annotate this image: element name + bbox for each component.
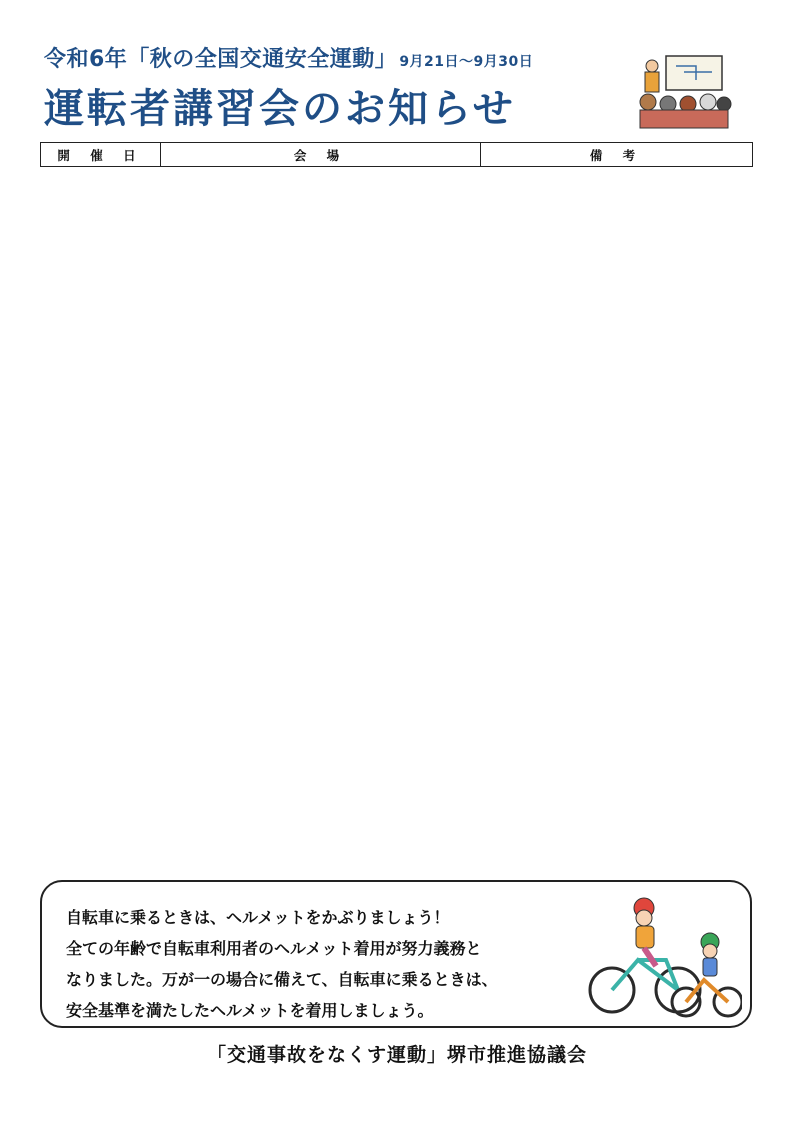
page-title: 運転者講習会のお知らせ <box>44 86 516 132</box>
campaign-name: 令和6年「秋の全国交通安全運動」 <box>44 47 398 72</box>
campaign-dates: 9月21日～9月30日 <box>399 54 534 70</box>
helmet-text <box>66 902 498 1026</box>
cyclists-illustration <box>582 890 742 1020</box>
helmet-line: 全ての年齢で自転車利用者のヘルメット着用が努力義務と <box>66 939 482 958</box>
helmet-line: 安全基準を満たしたヘルメットを着用しましょう。 <box>66 1001 434 1020</box>
header-notes: 備 考 <box>481 143 753 167</box>
lecture-illustration <box>636 52 732 130</box>
helmet-notice <box>40 880 752 1028</box>
schedule-table <box>40 142 753 167</box>
header <box>44 42 644 134</box>
header-subtitle <box>44 42 644 73</box>
organizer: 「交通事故をなくす運動」堺市推進協議会 <box>206 1044 587 1066</box>
header-date: 開 催 日 <box>41 143 161 167</box>
helmet-line: なりました。万が一の場合に備えて、自転車に乗るときは、 <box>66 970 498 989</box>
helmet-line: 自転車に乗るときは、ヘルメットをかぶりましょう！ <box>66 908 450 927</box>
header-venue: 会 場 <box>161 143 481 167</box>
